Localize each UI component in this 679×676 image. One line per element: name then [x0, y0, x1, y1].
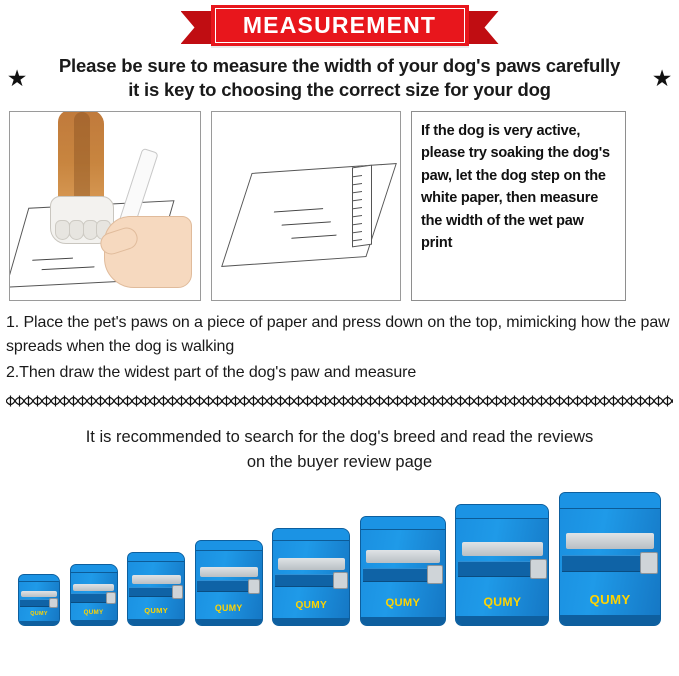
boot-collar	[128, 553, 184, 562]
boot-sole	[71, 620, 117, 625]
boot-buckle	[640, 552, 658, 574]
boot-brand-logo: QUMY	[30, 611, 48, 618]
recommendation-text	[0, 409, 679, 476]
headline-line-1: Please be sure to measure the width of your dog's paws carefully	[58, 55, 621, 76]
boot-brand-logo: QUMY	[589, 591, 631, 607]
boot-buckle	[333, 572, 347, 589]
boot-sole	[273, 618, 349, 625]
boot-sole	[196, 619, 262, 625]
paw-toe	[69, 220, 84, 240]
page-title: MEASUREMENT	[242, 12, 437, 38]
boot-body	[18, 574, 60, 626]
ruler-measuring-illustration	[211, 111, 401, 301]
boot-size-8	[559, 492, 661, 626]
boot-collar	[71, 565, 117, 573]
dog-leg-shading	[74, 112, 90, 204]
boot-collar	[196, 541, 262, 551]
boot-brand-logo: QUMY	[83, 609, 104, 617]
boot-body	[559, 492, 661, 626]
boot-brand-logo: QUMY	[144, 606, 169, 616]
boot-buckle	[530, 559, 547, 579]
recommendation-line-1: It is recommended to search for the dog's breed and read the reviews	[85, 427, 594, 446]
boot-reflective-strip	[21, 591, 56, 597]
steps-list	[0, 301, 679, 385]
boot-body	[70, 564, 118, 626]
boot-sole	[560, 615, 660, 625]
boot-buckle	[49, 598, 58, 608]
pencil-mark	[32, 257, 73, 260]
boot-body	[195, 540, 263, 626]
paw-toe	[55, 220, 70, 240]
boot-body	[272, 528, 350, 626]
boot-sole	[128, 619, 184, 625]
boot-size-1	[18, 574, 60, 626]
boot-buckle	[172, 585, 183, 598]
boot-size-3	[127, 552, 185, 626]
boot-buckle	[427, 565, 443, 584]
boot-collar	[560, 493, 660, 509]
boot-size-4	[195, 540, 263, 626]
pencil-mark	[274, 208, 323, 212]
recommendation-line-2: on the buyer review page	[246, 453, 433, 472]
boot-collar	[273, 529, 349, 541]
active-dog-note-text: If the dog is very active, please try soaking the dog's paw, let the dog step on the white paper, then measure the width of the wet paw print	[421, 122, 610, 252]
boot-brand-logo: QUMY	[295, 600, 328, 612]
headline-line-2: it is key to choosing the correct size for your dog	[128, 79, 551, 101]
boot-collar	[361, 517, 445, 530]
banner	[0, 0, 679, 52]
boot-reflective-strip	[278, 558, 345, 570]
chain-divider-icon	[6, 394, 673, 408]
boot-brand-logo: QUMY	[214, 603, 243, 614]
boot-body	[455, 504, 549, 626]
boot-sole	[361, 617, 445, 625]
boot-body	[360, 516, 446, 626]
boot-reflective-strip	[462, 542, 543, 557]
boot-size-6	[360, 516, 446, 626]
boot-reflective-strip	[566, 533, 654, 549]
ruler	[352, 164, 372, 247]
chain-divider	[6, 393, 673, 409]
boot-body	[127, 552, 185, 626]
boot-reflective-strip	[73, 584, 113, 591]
boot-size-lineup	[0, 482, 679, 632]
paw-tracing-illustration	[9, 111, 201, 301]
boot-buckle	[248, 579, 261, 594]
boot-sole	[19, 621, 59, 625]
boot-reflective-strip	[200, 567, 258, 577]
pencil-mark	[282, 221, 331, 225]
boot-buckle	[106, 592, 116, 603]
ribbon-banner	[211, 5, 469, 46]
active-dog-note	[411, 111, 626, 301]
ribbon	[181, 5, 499, 46]
pencil-mark	[42, 266, 95, 270]
boot-size-7	[455, 504, 549, 626]
boot-collar	[456, 505, 548, 519]
boot-size-2	[70, 564, 118, 626]
headline-row	[0, 52, 679, 103]
star-icon-left: ★	[6, 64, 28, 91]
headline	[30, 54, 649, 103]
step-item-1: 1. Place the pet's paws on a piece of paper and press down on the top, mimicking how the paw spreads when the dog is walking	[6, 313, 670, 355]
boot-size-5	[272, 528, 350, 626]
boot-reflective-strip	[366, 550, 440, 563]
boot-brand-logo: QUMY	[385, 597, 421, 610]
star-icon-right: ★	[651, 64, 673, 91]
boot-brand-logo: QUMY	[483, 594, 522, 609]
step-item-2: 2.Then draw the widest part of the dog's paw and measure	[6, 363, 417, 381]
boot-reflective-strip	[132, 575, 181, 584]
pencil-mark	[291, 234, 336, 238]
boot-collar	[19, 575, 59, 582]
boot-sole	[456, 616, 548, 625]
illustration-panels	[0, 103, 679, 301]
